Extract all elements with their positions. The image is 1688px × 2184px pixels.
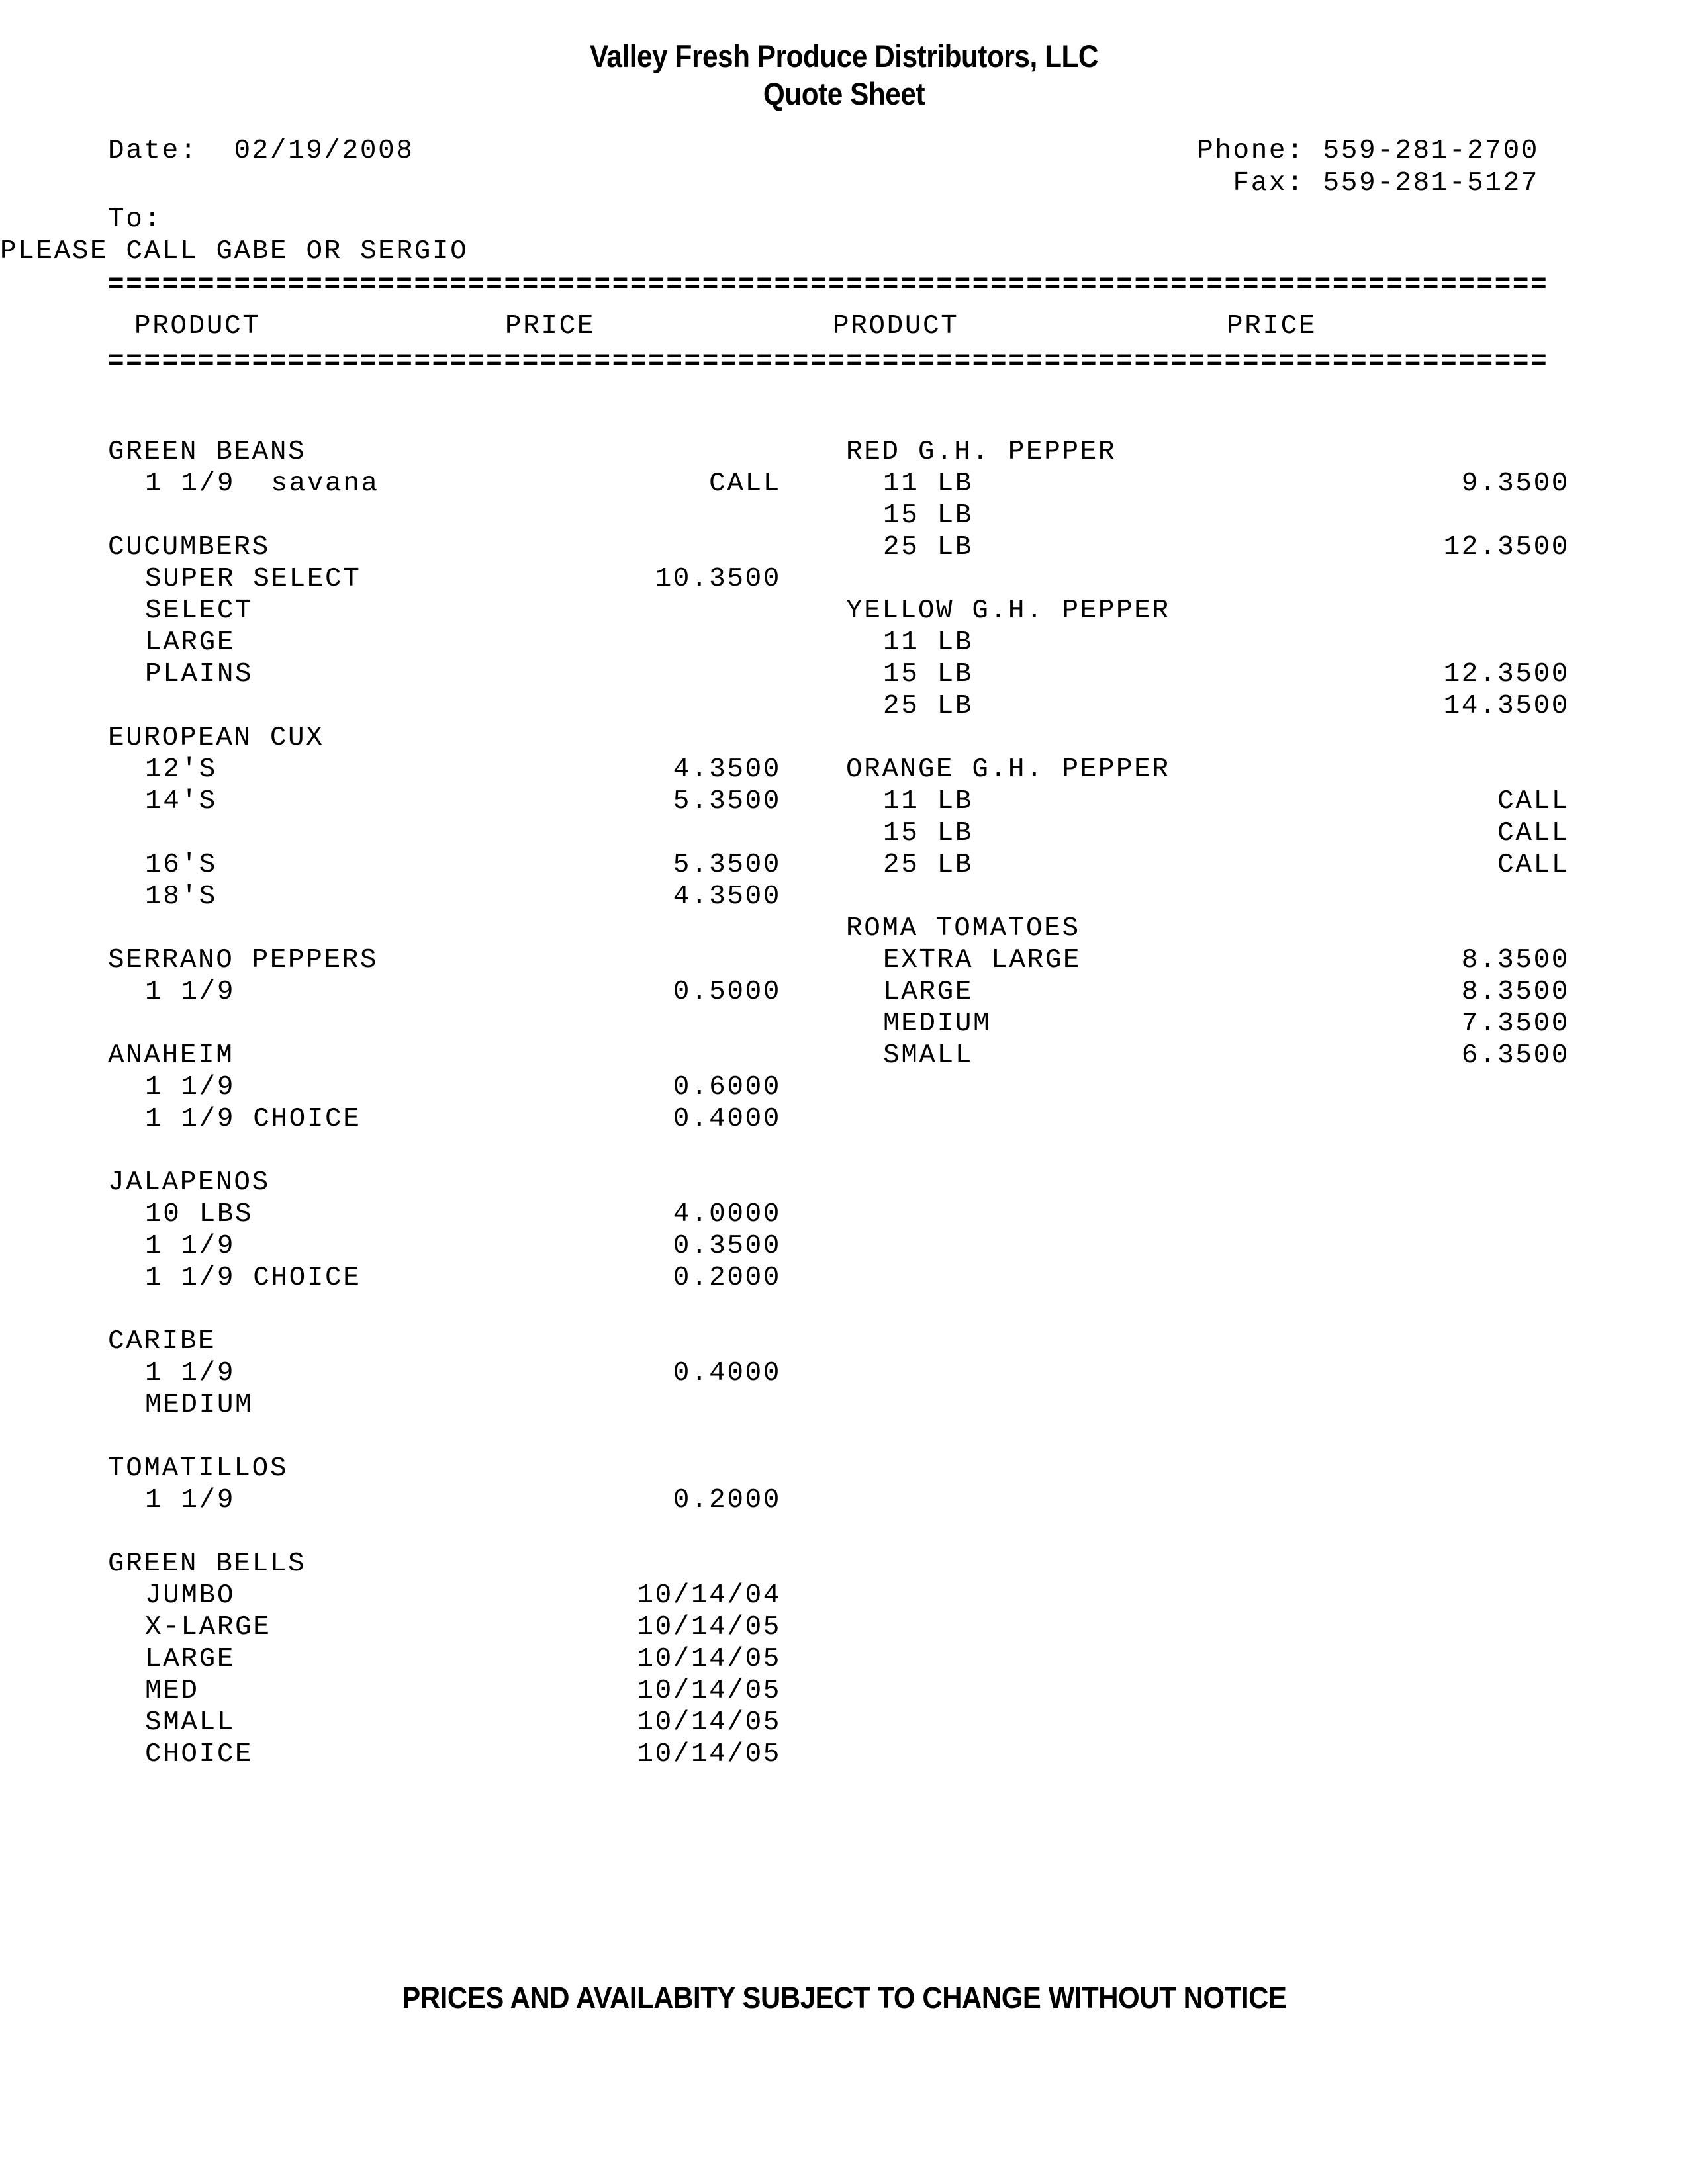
price-row <box>846 977 1577 1009</box>
price-row <box>108 1072 846 1104</box>
price-row-label: 1 1/9 <box>145 1485 236 1516</box>
phone-field <box>1197 135 1539 167</box>
price-row <box>108 882 846 913</box>
price-row <box>108 1580 846 1612</box>
product-group <box>108 437 846 500</box>
price-row <box>846 786 1577 818</box>
product-group-heading: TOMATILLOS <box>108 1453 289 1484</box>
price-row-value: 8.3500 <box>1461 945 1570 976</box>
column-header-product-right: PRODUCT <box>833 311 959 341</box>
product-group <box>108 1040 846 1136</box>
product-group-heading-row <box>108 945 846 977</box>
product-group-heading-row <box>108 1549 846 1580</box>
meta-block <box>0 135 1688 274</box>
price-row-label: 10 LBS <box>145 1199 254 1230</box>
product-group-heading: SERRANO PEPPERS <box>108 945 379 976</box>
product-group <box>108 532 846 691</box>
price-row-label: SMALL <box>145 1707 236 1738</box>
price-row-value: CALL <box>709 469 781 499</box>
group-spacer <box>108 1517 846 1549</box>
price-row <box>108 627 846 659</box>
price-row-value: 0.4000 <box>673 1104 781 1134</box>
price-row-label: CHOICE <box>145 1739 254 1770</box>
product-group-heading: ORANGE G.H. PEPPER <box>846 754 1170 785</box>
price-row-label: 1 1/9 CHOICE <box>145 1263 361 1293</box>
price-row <box>846 1009 1577 1040</box>
group-spacer <box>108 1009 846 1040</box>
price-row-label: MEDIUM <box>883 1009 992 1039</box>
price-row-label: 15 LB <box>883 818 974 848</box>
group-spacer <box>846 723 1577 754</box>
product-column-right <box>846 437 1577 1771</box>
product-group <box>846 913 1577 1072</box>
product-group <box>846 754 1577 882</box>
product-group-heading-row <box>108 532 846 564</box>
price-row-value: 7.3500 <box>1461 1009 1570 1039</box>
date-field <box>108 135 414 167</box>
product-group-heading-row <box>108 1167 846 1199</box>
product-group-heading-row <box>108 723 846 754</box>
price-row <box>108 1358 846 1390</box>
fax-label: Fax: <box>1233 168 1305 199</box>
price-row-value: 0.4000 <box>673 1358 781 1388</box>
group-spacer <box>108 913 846 945</box>
price-row-label: SUPER SELECT <box>145 564 361 594</box>
price-row <box>108 1739 846 1771</box>
table-header-block <box>108 270 1564 377</box>
column-header-price-left: PRICE <box>505 311 596 341</box>
product-group-heading: CARIBE <box>108 1326 216 1357</box>
price-row-label: 14'S <box>145 786 217 817</box>
product-group <box>108 945 846 1009</box>
product-group-heading: ANAHEIM <box>108 1040 234 1071</box>
date-and-phone-row <box>0 135 1688 167</box>
product-group-heading-row <box>108 1040 846 1072</box>
price-row-label: 18'S <box>145 882 217 912</box>
price-row <box>108 469 846 500</box>
column-header-price-right: PRICE <box>1227 311 1317 341</box>
product-group <box>846 596 1577 723</box>
date-label: Date: <box>108 136 199 166</box>
price-row <box>108 596 846 627</box>
price-row <box>108 564 846 596</box>
price-row-label: 11 LB <box>883 627 974 658</box>
column-header-product-left: PRODUCT <box>134 311 261 341</box>
price-row <box>108 1676 846 1707</box>
price-row-value: 10.3500 <box>655 564 781 594</box>
price-row <box>108 786 846 818</box>
group-spacer <box>108 1422 846 1453</box>
price-row-value: 10/14/05 <box>637 1739 781 1770</box>
price-row-label: 25 LB <box>883 532 974 563</box>
price-row <box>108 1485 846 1517</box>
price-row <box>108 659 846 691</box>
to-label: To: <box>108 205 162 235</box>
product-group-heading: GREEN BELLS <box>108 1549 306 1579</box>
product-group-heading: JALAPENOS <box>108 1167 270 1198</box>
price-row-label: EXTRA LARGE <box>883 945 1082 976</box>
price-row-value: 9.3500 <box>1461 469 1570 499</box>
product-group <box>846 437 1577 564</box>
masthead <box>0 37 1688 113</box>
product-group-heading-row <box>108 1453 846 1485</box>
price-row <box>846 818 1577 850</box>
group-spacer <box>846 564 1577 596</box>
price-row <box>108 1390 846 1422</box>
column-headers-row <box>108 311 1564 348</box>
price-row-label: 1 1/9 CHOICE <box>145 1104 361 1134</box>
price-row <box>846 1040 1577 1072</box>
price-row-label: 25 LB <box>883 850 974 880</box>
price-row <box>108 1104 846 1136</box>
price-row-label: SELECT <box>145 596 254 626</box>
price-row-label: 1 1/9 <box>145 1358 236 1388</box>
group-spacer <box>108 1295 846 1326</box>
price-change-notice: PRICES AND AVAILABITY SUBJECT TO CHANGE WITHOUT NOTICE <box>401 1981 1287 2015</box>
product-group-heading-row <box>846 437 1577 469</box>
price-row <box>108 1707 846 1739</box>
product-group-heading-row <box>846 596 1577 627</box>
price-row-label: LARGE <box>145 627 236 658</box>
price-row-value: 0.5000 <box>673 977 781 1007</box>
price-row-label: PLAINS <box>145 659 254 690</box>
product-group <box>108 1167 846 1295</box>
price-row-value: 0.6000 <box>673 1072 781 1103</box>
product-group <box>108 1453 846 1517</box>
price-row-value: 10/14/05 <box>637 1644 781 1674</box>
product-group-heading: RED G.H. PEPPER <box>846 437 1117 467</box>
product-group-heading: YELLOW G.H. PEPPER <box>846 596 1170 626</box>
company-name: Valley Fresh Produce Distributors, LLC <box>589 38 1098 73</box>
price-row-value: 12.3500 <box>1443 532 1570 563</box>
date-value: 02/19/2008 <box>234 136 414 166</box>
price-row-label: MEDIUM <box>145 1390 254 1420</box>
phone-label: Phone: <box>1197 136 1305 166</box>
price-row-label: JUMBO <box>145 1580 236 1611</box>
price-row-label: MED <box>145 1676 199 1706</box>
price-row-label: 15 LB <box>883 659 974 690</box>
attention-note: PLEASE CALL GABE OR SERGIO <box>0 236 469 267</box>
price-row-label: LARGE <box>145 1644 236 1674</box>
price-row-value: 0.2000 <box>673 1485 781 1516</box>
fax-field <box>1233 167 1540 200</box>
price-row-value: 4.0000 <box>673 1199 781 1230</box>
price-row-value: 8.3500 <box>1461 977 1570 1007</box>
price-row-value: CALL <box>1497 850 1570 880</box>
price-row <box>846 945 1577 977</box>
price-row-value: 10/14/05 <box>637 1676 781 1706</box>
attention-row <box>0 236 1688 268</box>
price-row-value: 12.3500 <box>1443 659 1570 690</box>
price-row <box>846 532 1577 564</box>
product-group-heading: CUCUMBERS <box>108 532 270 563</box>
product-group-heading-row <box>846 913 1577 945</box>
price-row-value: 14.3500 <box>1443 691 1570 721</box>
price-row-value: 5.3500 <box>673 850 781 880</box>
price-row <box>108 1644 846 1676</box>
product-group <box>108 1326 846 1422</box>
price-row-label: 25 LB <box>883 691 974 721</box>
price-row <box>108 977 846 1009</box>
price-row-label: 11 LB <box>883 469 974 499</box>
spacer-row <box>108 818 846 850</box>
product-column-left <box>108 437 846 1771</box>
product-group-heading: GREEN BEANS <box>108 437 306 467</box>
product-group <box>108 1549 846 1771</box>
price-row-label: 16'S <box>145 850 217 880</box>
price-row-value: 4.3500 <box>673 882 781 912</box>
group-spacer <box>108 1136 846 1167</box>
price-row-value: CALL <box>1497 786 1570 817</box>
fax-value: 559-281-5127 <box>1323 168 1539 199</box>
price-row-value: 10/14/05 <box>637 1612 781 1643</box>
group-spacer <box>108 500 846 532</box>
separator-rule-bottom: ================================================================================ <box>108 347 1549 377</box>
product-group-heading-row <box>108 437 846 469</box>
price-row-label: 1 1/9 savana <box>145 469 379 499</box>
product-group-heading: EUROPEAN CUX <box>108 723 324 753</box>
price-row <box>108 1263 846 1295</box>
price-row-value: CALL <box>1497 818 1570 848</box>
price-row-value: 4.3500 <box>673 754 781 785</box>
price-row <box>108 1199 846 1231</box>
price-row-label: 12'S <box>145 754 217 785</box>
price-row <box>846 659 1577 691</box>
recipient-row <box>0 204 1688 236</box>
price-row <box>846 500 1577 532</box>
phone-value: 559-281-2700 <box>1323 136 1539 166</box>
price-row-value: 10/14/04 <box>637 1580 781 1611</box>
price-row-value: 10/14/05 <box>637 1707 781 1738</box>
price-row-label: 1 1/9 <box>145 1072 236 1103</box>
price-row-label: 1 1/9 <box>145 1231 236 1261</box>
price-row-label: 1 1/9 <box>145 977 236 1007</box>
price-listing-columns <box>108 437 1577 1771</box>
product-group-heading: ROMA TOMATOES <box>846 913 1080 944</box>
price-row-value: 5.3500 <box>673 786 781 817</box>
price-row <box>108 850 846 882</box>
product-group-heading-row <box>108 1326 846 1358</box>
price-row-value: 6.3500 <box>1461 1040 1570 1071</box>
product-group-heading-row <box>846 754 1577 786</box>
price-row <box>108 1231 846 1263</box>
price-row-label: SMALL <box>883 1040 974 1071</box>
product-group <box>108 723 846 913</box>
price-row <box>846 469 1577 500</box>
footer <box>0 1980 1688 2016</box>
price-row <box>846 850 1577 882</box>
price-row <box>846 691 1577 723</box>
price-row <box>108 1612 846 1644</box>
price-row-label: 15 LB <box>883 500 974 531</box>
price-row-value: 0.3500 <box>673 1231 781 1261</box>
separator-rule-top: ================================================================================ <box>108 270 1549 300</box>
price-row-label: 11 LB <box>883 786 974 817</box>
price-row-value: 0.2000 <box>673 1263 781 1293</box>
price-row-label: LARGE <box>883 977 974 1007</box>
group-spacer <box>846 882 1577 913</box>
price-row-label: X-LARGE <box>145 1612 271 1643</box>
group-spacer <box>108 691 846 723</box>
document-subtitle: Quote Sheet <box>763 76 925 111</box>
price-row <box>108 754 846 786</box>
price-row <box>846 627 1577 659</box>
